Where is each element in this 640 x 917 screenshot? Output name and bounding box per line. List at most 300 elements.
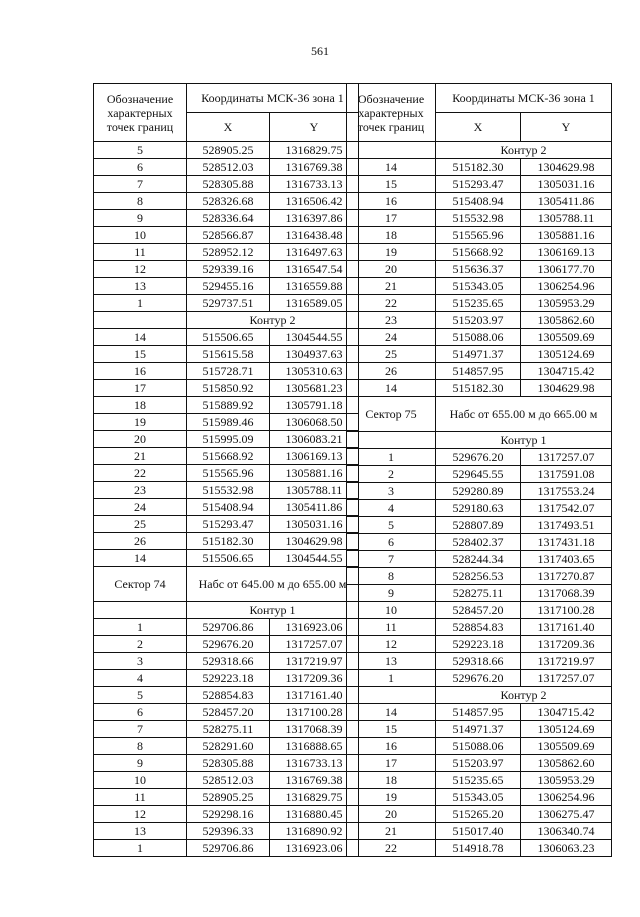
- point-number-cell: 1: [347, 670, 436, 687]
- table-row: [347, 449, 612, 466]
- x-coordinate-cell: 515017.40: [436, 823, 521, 840]
- y-coordinate-cell: 1317493.51: [521, 517, 612, 534]
- y-coordinate-cell: 1317591.08: [521, 466, 612, 483]
- table-row: [94, 431, 359, 448]
- x-coordinate-cell: 529223.18: [187, 670, 270, 687]
- y-coordinate-cell: 1306254.96: [521, 278, 612, 295]
- contour-label: Контур 2: [187, 312, 359, 329]
- table-row: [94, 619, 359, 636]
- contour-label: Контур 2: [436, 142, 612, 159]
- x-coordinate-cell: 528457.20: [187, 704, 270, 721]
- coordinates-table-left: [93, 83, 359, 857]
- table-row: [347, 602, 612, 619]
- x-coordinate-cell: 529339.16: [187, 261, 270, 278]
- sector-height-range: Набс от 655.00 м до 665.00 м: [436, 397, 612, 432]
- x-coordinate-cell: 529676.20: [436, 449, 521, 466]
- table-row: [347, 653, 612, 670]
- y-coordinate-cell: 1316497.63: [270, 244, 359, 261]
- y-coordinate-cell: 1316733.13: [270, 176, 359, 193]
- table-row: [94, 227, 359, 244]
- point-number-cell: 10: [94, 227, 187, 244]
- point-number-cell: 22: [94, 465, 187, 482]
- y-coordinate-cell: 1305124.69: [521, 721, 612, 738]
- table-row: [94, 823, 359, 840]
- y-coordinate-cell: 1316438.48: [270, 227, 359, 244]
- point-number-cell: 14: [347, 159, 436, 176]
- table-row: [94, 295, 359, 312]
- point-number-cell: 18: [94, 397, 187, 414]
- table-row: [94, 772, 359, 789]
- y-coordinate-cell: 1305953.29: [521, 295, 612, 312]
- point-number-cell: 3: [347, 483, 436, 500]
- y-coordinate-cell: 1304629.98: [270, 533, 359, 550]
- point-number-cell: 22: [347, 840, 436, 857]
- table-row: [347, 568, 612, 585]
- table-row: [94, 670, 359, 687]
- x-coordinate-cell: 515408.94: [187, 499, 270, 516]
- table-row: [347, 755, 612, 772]
- x-coordinate-cell: 528244.34: [436, 551, 521, 568]
- y-coordinate-cell: 1316880.45: [270, 806, 359, 823]
- x-coordinate-cell: 528854.83: [187, 687, 270, 704]
- y-coordinate-cell: 1317542.07: [521, 500, 612, 517]
- point-number-cell: 2: [347, 466, 436, 483]
- x-coordinate-cell: 529455.16: [187, 278, 270, 295]
- x-coordinate-cell: 529706.86: [187, 840, 270, 857]
- contour-label: Контур 1: [436, 432, 612, 449]
- table-row: [94, 261, 359, 278]
- y-coordinate-cell: 1305031.16: [270, 516, 359, 533]
- x-coordinate-cell: 528402.37: [436, 534, 521, 551]
- y-coordinate-cell: 1306083.21: [270, 431, 359, 448]
- y-coordinate-cell: 1317161.40: [521, 619, 612, 636]
- x-coordinate-cell: 529676.20: [436, 670, 521, 687]
- x-coordinate-cell: 515532.98: [436, 210, 521, 227]
- point-number-cell: 16: [94, 363, 187, 380]
- y-coordinate-cell: 1316769.38: [270, 772, 359, 789]
- point-number-cell: 1: [94, 619, 187, 636]
- table-row: [94, 346, 359, 363]
- table-row: [347, 670, 612, 687]
- point-number-cell: 14: [347, 380, 436, 397]
- x-coordinate-cell: 515506.65: [187, 550, 270, 567]
- table-row: [347, 636, 612, 653]
- contour-blank-cell: [347, 687, 436, 704]
- table-row: [94, 516, 359, 533]
- x-coordinate-cell: 514971.37: [436, 346, 521, 363]
- x-coordinate-cell: 515728.71: [187, 363, 270, 380]
- x-coordinate-cell: 529737.51: [187, 295, 270, 312]
- table-row: [347, 346, 612, 363]
- point-number-cell: 12: [94, 261, 187, 278]
- x-coordinate-cell: 514918.78: [436, 840, 521, 857]
- x-coordinate-cell: 514857.95: [436, 704, 521, 721]
- point-number-cell: 26: [94, 533, 187, 550]
- y-coordinate-cell: 1317431.18: [521, 534, 612, 551]
- point-number-cell: 26: [347, 363, 436, 380]
- table-row: [347, 176, 612, 193]
- y-coordinate-cell: 1316559.88: [270, 278, 359, 295]
- y-coordinate-cell: 1317209.36: [270, 670, 359, 687]
- point-number-cell: 17: [347, 210, 436, 227]
- point-number-cell: 20: [347, 261, 436, 278]
- point-number-cell: 1: [347, 449, 436, 466]
- point-number-cell: 15: [347, 721, 436, 738]
- point-number-cell: 14: [94, 329, 187, 346]
- y-coordinate-cell: 1304629.98: [521, 159, 612, 176]
- contour-label: Контур 1: [187, 602, 359, 619]
- x-coordinate-cell: 515182.30: [436, 159, 521, 176]
- table-row: [94, 278, 359, 295]
- point-number-cell: 19: [347, 789, 436, 806]
- x-coordinate-cell: 515343.05: [436, 789, 521, 806]
- y-coordinate-cell: 1305124.69: [521, 346, 612, 363]
- point-number-cell: 5: [347, 517, 436, 534]
- x-coordinate-cell: 515532.98: [187, 482, 270, 499]
- x-coordinate-cell: 514971.37: [436, 721, 521, 738]
- table-row: [94, 244, 359, 261]
- table-row: [347, 466, 612, 483]
- point-number-cell: 15: [347, 176, 436, 193]
- table-row: [94, 363, 359, 380]
- table-row: [94, 721, 359, 738]
- x-coordinate-cell: 515088.06: [436, 738, 521, 755]
- point-number-cell: 7: [347, 551, 436, 568]
- contour-blank-cell: [94, 602, 187, 619]
- table-row: [347, 329, 612, 346]
- contour-label: Контур 2: [436, 687, 612, 704]
- contour-row: [94, 312, 359, 329]
- y-coordinate-cell: 1306068.50: [270, 414, 359, 431]
- point-number-cell: 8: [94, 193, 187, 210]
- point-number-cell: 25: [94, 516, 187, 533]
- x-coordinate-cell: 529706.86: [187, 619, 270, 636]
- table-row: [347, 363, 612, 380]
- x-coordinate-cell: 528512.03: [187, 772, 270, 789]
- table-row: [347, 738, 612, 755]
- point-number-cell: 22: [347, 295, 436, 312]
- point-number-cell: 8: [94, 738, 187, 755]
- point-number-cell: 9: [94, 210, 187, 227]
- table-row: [347, 789, 612, 806]
- y-coordinate-cell: 1317100.28: [270, 704, 359, 721]
- x-coordinate-cell: 528952.12: [187, 244, 270, 261]
- y-coordinate-cell: 1305862.60: [521, 755, 612, 772]
- table-row: [94, 687, 359, 704]
- table-row: [94, 653, 359, 670]
- x-coordinate-cell: 515565.96: [436, 227, 521, 244]
- point-number-cell: 6: [347, 534, 436, 551]
- x-coordinate-cell: 515615.58: [187, 346, 270, 363]
- x-coordinate-cell: 515408.94: [436, 193, 521, 210]
- point-number-cell: 23: [94, 482, 187, 499]
- x-coordinate-cell: 529223.18: [436, 636, 521, 653]
- x-coordinate-cell: 529298.16: [187, 806, 270, 823]
- table-row: [94, 142, 359, 159]
- sector-label: Сектор 75: [347, 397, 436, 432]
- table-row: [347, 619, 612, 636]
- point-number-cell: 9: [347, 585, 436, 602]
- x-coordinate-cell: 515989.46: [187, 414, 270, 431]
- coords-title-header: Координаты МСК-36 зона 1: [187, 84, 359, 113]
- y-coordinate-cell: 1305788.11: [521, 210, 612, 227]
- table-row: [347, 500, 612, 517]
- table-row: [94, 636, 359, 653]
- sector-height-range: Набс от 645.00 м до 655.00 м: [187, 567, 359, 602]
- x-coordinate-cell: 528905.25: [187, 789, 270, 806]
- point-number-cell: 3: [94, 653, 187, 670]
- table-row: [94, 176, 359, 193]
- point-number-cell: 2: [94, 636, 187, 653]
- point-number-cell: 12: [347, 636, 436, 653]
- point-number-cell: 20: [347, 806, 436, 823]
- table-row: [94, 380, 359, 397]
- x-coordinate-cell: 515668.92: [436, 244, 521, 261]
- y-coordinate-cell: 1317219.97: [270, 653, 359, 670]
- contour-row: [347, 142, 612, 159]
- contour-blank-cell: [347, 142, 436, 159]
- table-row: [94, 193, 359, 210]
- table-row: [347, 551, 612, 568]
- y-coordinate-cell: 1316547.54: [270, 261, 359, 278]
- point-number-cell: 7: [94, 721, 187, 738]
- x-coordinate-cell: 528905.25: [187, 142, 270, 159]
- table-row: [347, 278, 612, 295]
- y-coordinate-cell: 1317068.39: [521, 585, 612, 602]
- point-number-cell: 13: [94, 823, 187, 840]
- x-coordinate-cell: 515293.47: [436, 176, 521, 193]
- y-coordinate-cell: 1304715.42: [521, 704, 612, 721]
- y-header: Y: [521, 113, 612, 142]
- x-coordinate-cell: 528457.20: [436, 602, 521, 619]
- table-row: [94, 448, 359, 465]
- x-coordinate-cell: 528854.83: [436, 619, 521, 636]
- table-header-row: [94, 84, 359, 113]
- x-coordinate-cell: 515506.65: [187, 329, 270, 346]
- point-number-cell: 19: [347, 244, 436, 261]
- y-coordinate-cell: 1304544.55: [270, 329, 359, 346]
- point-label-header: Обозначение характерных точек границ: [94, 84, 187, 142]
- table-row: [347, 312, 612, 329]
- x-coordinate-cell: 528305.88: [187, 755, 270, 772]
- point-number-cell: 4: [94, 670, 187, 687]
- x-coordinate-cell: 515182.30: [436, 380, 521, 397]
- y-coordinate-cell: 1317553.24: [521, 483, 612, 500]
- table-row: [347, 721, 612, 738]
- y-coordinate-cell: 1316923.06: [270, 619, 359, 636]
- y-header: Y: [270, 113, 359, 142]
- point-number-cell: 13: [94, 278, 187, 295]
- point-number-cell: 18: [347, 772, 436, 789]
- point-number-cell: 25: [347, 346, 436, 363]
- table-row: [347, 585, 612, 602]
- contour-row: [347, 687, 612, 704]
- y-coordinate-cell: 1316397.86: [270, 210, 359, 227]
- x-coordinate-cell: 528326.68: [187, 193, 270, 210]
- x-coordinate-cell: 514857.95: [436, 363, 521, 380]
- y-coordinate-cell: 1305411.86: [521, 193, 612, 210]
- table-row: [94, 159, 359, 176]
- contour-row: [94, 602, 359, 619]
- coordinates-table-right: [346, 83, 612, 857]
- x-coordinate-cell: 529318.66: [436, 653, 521, 670]
- x-coordinate-cell: 528291.60: [187, 738, 270, 755]
- point-number-cell: 6: [94, 159, 187, 176]
- x-coordinate-cell: 515995.09: [187, 431, 270, 448]
- x-coordinate-cell: 529676.20: [187, 636, 270, 653]
- coords-title-header: Координаты МСК-36 зона 1: [436, 84, 612, 113]
- table-row: [347, 295, 612, 312]
- sector-row: [94, 567, 359, 602]
- x-coordinate-cell: 515088.06: [436, 329, 521, 346]
- y-coordinate-cell: 1305509.69: [521, 738, 612, 755]
- table-row: [347, 483, 612, 500]
- y-coordinate-cell: 1305310.63: [270, 363, 359, 380]
- point-number-cell: 1: [94, 295, 187, 312]
- point-number-cell: 23: [347, 312, 436, 329]
- table-row: [94, 329, 359, 346]
- x-coordinate-cell: 529318.66: [187, 653, 270, 670]
- x-coordinate-cell: 515265.20: [436, 806, 521, 823]
- point-number-cell: 11: [94, 244, 187, 261]
- x-coordinate-cell: 515293.47: [187, 516, 270, 533]
- table-row: [94, 755, 359, 772]
- x-coordinate-cell: 515235.65: [436, 295, 521, 312]
- table-row: [347, 806, 612, 823]
- y-coordinate-cell: 1317257.07: [270, 636, 359, 653]
- table-row: [94, 550, 359, 567]
- table-row: [347, 261, 612, 278]
- x-coordinate-cell: 515889.92: [187, 397, 270, 414]
- y-coordinate-cell: 1305953.29: [521, 772, 612, 789]
- x-coordinate-cell: 515668.92: [187, 448, 270, 465]
- y-coordinate-cell: 1317403.65: [521, 551, 612, 568]
- table-row: [94, 533, 359, 550]
- y-coordinate-cell: 1304544.55: [270, 550, 359, 567]
- y-coordinate-cell: 1317257.07: [521, 670, 612, 687]
- table-row: [94, 840, 359, 857]
- point-number-cell: 19: [94, 414, 187, 431]
- table-row: [94, 499, 359, 516]
- y-coordinate-cell: 1317068.39: [270, 721, 359, 738]
- x-coordinate-cell: 515565.96: [187, 465, 270, 482]
- table-header-row: [347, 84, 612, 113]
- y-coordinate-cell: 1317270.87: [521, 568, 612, 585]
- y-coordinate-cell: 1317100.28: [521, 602, 612, 619]
- table-row: [94, 482, 359, 499]
- x-coordinate-cell: 529280.89: [436, 483, 521, 500]
- y-coordinate-cell: 1316589.05: [270, 295, 359, 312]
- table-row: [347, 227, 612, 244]
- point-number-cell: 24: [347, 329, 436, 346]
- table-row: [94, 414, 359, 431]
- contour-blank-cell: [347, 432, 436, 449]
- x-coordinate-cell: 528275.11: [187, 721, 270, 738]
- x-coordinate-cell: 515636.37: [436, 261, 521, 278]
- y-coordinate-cell: 1316890.92: [270, 823, 359, 840]
- point-number-cell: 8: [347, 568, 436, 585]
- point-number-cell: 17: [347, 755, 436, 772]
- point-number-cell: 5: [94, 687, 187, 704]
- point-number-cell: 11: [94, 789, 187, 806]
- y-coordinate-cell: 1305411.86: [270, 499, 359, 516]
- x-coordinate-cell: 528566.87: [187, 227, 270, 244]
- table-row: [347, 159, 612, 176]
- y-coordinate-cell: 1304629.98: [521, 380, 612, 397]
- x-coordinate-cell: 515343.05: [436, 278, 521, 295]
- point-number-cell: 14: [94, 550, 187, 567]
- y-coordinate-cell: 1316923.06: [270, 840, 359, 857]
- y-coordinate-cell: 1305791.18: [270, 397, 359, 414]
- point-number-cell: 10: [347, 602, 436, 619]
- y-coordinate-cell: 1306169.13: [270, 448, 359, 465]
- x-coordinate-cell: 515182.30: [187, 533, 270, 550]
- table-row: [347, 244, 612, 261]
- x-coordinate-cell: 529180.63: [436, 500, 521, 517]
- x-coordinate-cell: 528512.03: [187, 159, 270, 176]
- x-coordinate-cell: 515850.92: [187, 380, 270, 397]
- point-number-cell: 11: [347, 619, 436, 636]
- table-row: [94, 210, 359, 227]
- point-number-cell: 21: [347, 278, 436, 295]
- y-coordinate-cell: 1306063.23: [521, 840, 612, 857]
- page-number: 561: [311, 44, 329, 58]
- x-coordinate-cell: 528807.89: [436, 517, 521, 534]
- y-coordinate-cell: 1305788.11: [270, 482, 359, 499]
- point-label-header: Обозначение характерных точек границ: [347, 84, 436, 142]
- y-coordinate-cell: 1316506.42: [270, 193, 359, 210]
- y-coordinate-cell: 1316733.13: [270, 755, 359, 772]
- y-coordinate-cell: 1306169.13: [521, 244, 612, 261]
- point-number-cell: 24: [94, 499, 187, 516]
- point-number-cell: 6: [94, 704, 187, 721]
- table-row: [347, 193, 612, 210]
- y-coordinate-cell: 1304937.63: [270, 346, 359, 363]
- y-coordinate-cell: 1305031.16: [521, 176, 612, 193]
- table-row: [94, 704, 359, 721]
- x-coordinate-cell: 515203.97: [436, 755, 521, 772]
- table-row: [347, 823, 612, 840]
- y-coordinate-cell: 1317161.40: [270, 687, 359, 704]
- table-row: [347, 704, 612, 721]
- point-number-cell: 17: [94, 380, 187, 397]
- y-coordinate-cell: 1316829.75: [270, 142, 359, 159]
- y-coordinate-cell: 1317219.97: [521, 653, 612, 670]
- y-coordinate-cell: 1305509.69: [521, 329, 612, 346]
- point-number-cell: 1: [94, 840, 187, 857]
- table-row: [347, 380, 612, 397]
- point-number-cell: 21: [94, 448, 187, 465]
- point-number-cell: 5: [94, 142, 187, 159]
- point-number-cell: 21: [347, 823, 436, 840]
- table-row: [347, 534, 612, 551]
- point-number-cell: 13: [347, 653, 436, 670]
- x-coordinate-cell: 528275.11: [436, 585, 521, 602]
- x-coordinate-cell: 515235.65: [436, 772, 521, 789]
- y-coordinate-cell: 1305681.23: [270, 380, 359, 397]
- point-number-cell: 7: [94, 176, 187, 193]
- point-number-cell: 12: [94, 806, 187, 823]
- table-row: [94, 738, 359, 755]
- table-row: [347, 517, 612, 534]
- x-coordinate-cell: 528336.64: [187, 210, 270, 227]
- y-coordinate-cell: 1305881.16: [521, 227, 612, 244]
- point-number-cell: 15: [94, 346, 187, 363]
- x-header: X: [436, 113, 521, 142]
- table-row: [347, 840, 612, 857]
- table-row: [94, 789, 359, 806]
- y-coordinate-cell: 1306177.70: [521, 261, 612, 278]
